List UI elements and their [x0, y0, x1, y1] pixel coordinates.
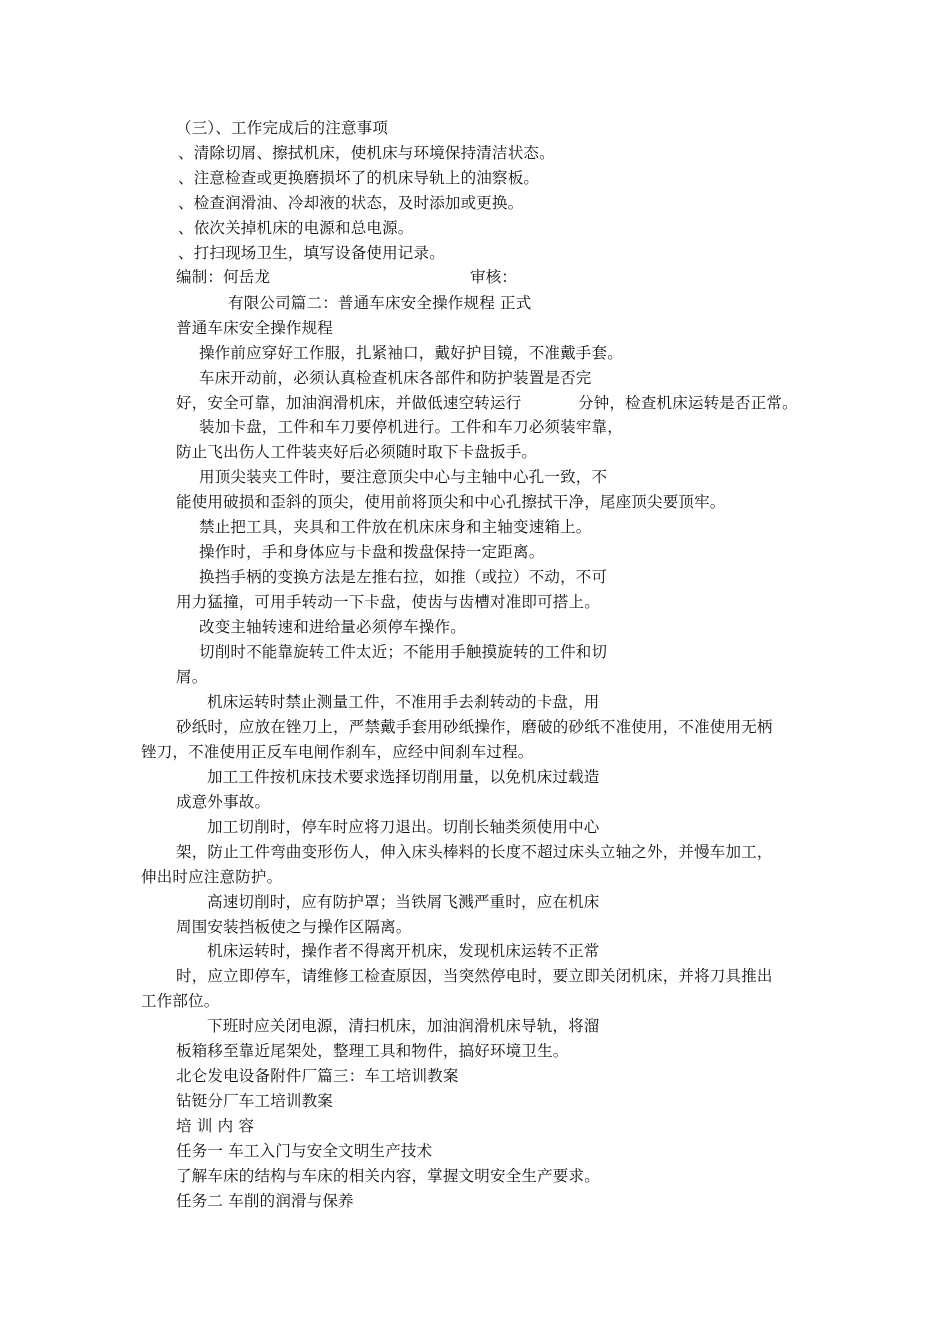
- paragraph-line: 防止飞出伤人工件装夹好后必须随时取下卡盘扳手。: [176, 443, 538, 461]
- paragraph-line: 加工工件按机床技术要求选择切削用量，以免机床过载造: [207, 768, 600, 786]
- list-item: 、注意检查或更换磨损坏了的机床导轨上的油察板。: [178, 169, 540, 187]
- list-item: 、打扫现场卫生，填写设备使用记录。: [178, 244, 445, 262]
- paragraph-line: 好，安全可靠，加油润滑机床，并做低速空转运行: [176, 394, 522, 412]
- paragraph-line: 机床运转时禁止测量工件，不准用手去刹转动的卡盘，用: [207, 693, 600, 711]
- paragraph-line: 成意外事故。: [176, 793, 271, 811]
- list-item: 、检查润滑油、冷却液的状态，及时添加或更换。: [178, 194, 524, 212]
- paragraph-line: 锉刀，不准使用正反车电闸作刹车，应经中间刹车过程。: [141, 743, 534, 761]
- section-heading: 钻铤分厂车工培训教案: [176, 1092, 334, 1110]
- list-item: 、清除切屑、擦拭机床，使机床与环境保持清洁状态。: [178, 144, 555, 162]
- paragraph-line: 用顶尖装夹工件时，要注意顶尖中心与主轴中心孔一致，不: [199, 468, 608, 486]
- paragraph-line: 屑。: [176, 668, 208, 686]
- paragraph-line: 伸出时应注意防护。: [141, 868, 283, 886]
- section-heading: 普通车床安全操作规程: [176, 319, 334, 337]
- article-title: 北仑发电设备附件厂篇三：车工培训教案: [176, 1067, 459, 1085]
- paragraph-line: 用力猛撞，可用手转动一下卡盘，使齿与齿槽对准即可搭上。: [176, 593, 600, 611]
- paragraph-line: 工作部位。: [141, 992, 220, 1010]
- paragraph-line: 切削时不能靠旋转工件太近；不能用手触摸旋转的工件和切: [199, 643, 608, 661]
- paragraph-line: 操作时，手和身体应与卡盘和拨盘保持一定距离。: [199, 543, 545, 561]
- paragraph-line: 改变主轴转速和进给量必须停车操作。: [199, 618, 466, 636]
- paragraph-line: 板箱移至靠近尾架处，整理工具和物件，搞好环境卫生。: [176, 1042, 569, 1060]
- section-heading: 培 训 内 容: [176, 1117, 255, 1135]
- paragraph-line: 加工切削时，停车时应将刀退出。切削长轴类须使用中心: [207, 818, 600, 836]
- paragraph-line: 时，应立即停车，请维修工检查原因，当突然停电时，要立即关闭机床，并将刀具推出: [176, 967, 773, 985]
- task-heading: 任务二 车削的润滑与保养: [176, 1192, 354, 1210]
- task-heading: 任务一 车工入门与安全文明生产技术: [176, 1142, 433, 1160]
- paragraph-line: 高速切削时，应有防护罩；当铁屑飞溅严重时，应在机床: [207, 893, 600, 911]
- paragraph-line: 了解车床的结构与车床的相关内容，掌握文明安全生产要求。: [176, 1167, 600, 1185]
- paragraph-line: 下班时应关闭电源，清扫机床，加油润滑机床导轨，将溜: [207, 1017, 600, 1035]
- paragraph-line: 砂纸时，应放在锉刀上，严禁戴手套用砂纸操作，磨破的砂纸不准使用，不准使用无柄: [176, 718, 773, 736]
- paragraph-line: 装加卡盘，工件和车刀要停机进行。工件和车刀必须装牢靠，: [199, 418, 623, 436]
- paragraph-line: 换挡手柄的变换方法是左推右拉，如推（或拉）不动，不可: [199, 568, 608, 586]
- paragraph-line: 分钟，检查机床运转是否正常。: [578, 394, 798, 412]
- paragraph-line: 能使用破损和歪斜的顶尖，使用前将顶尖和中心孔擦拭干净，尾座顶尖要顶牢。: [176, 493, 726, 511]
- editor-label: 编制：何岳龙: [176, 268, 271, 286]
- paragraph-line: 周围安装挡板使之与操作区隔离。: [176, 918, 412, 936]
- list-item: 、依次关掉机床的电源和总电源。: [178, 219, 414, 237]
- reviewer-label: 审核：: [470, 268, 518, 286]
- paragraph-line: 禁止把工具，夹具和工件放在机床床身和主轴变速箱上。: [199, 518, 592, 536]
- paragraph-line: 架，防止工件弯曲变形伤人，伸入床头棒料的长度不超过床头立轴之外，并慢车加工，: [176, 843, 773, 861]
- paragraph-line: 操作前应穿好工作服，扎紧袖口，戴好护目镜，不准戴手套。: [199, 344, 623, 362]
- section-heading: （三）、工作完成后的注意事项: [176, 119, 389, 137]
- paragraph-line: 车床开动前，必须认真检查机床各部件和防护装置是否完: [199, 369, 592, 387]
- paragraph-line: 机床运转时，操作者不得离开机床，发现机床运转不正常: [207, 942, 600, 960]
- article-title: 有限公司篇二：普通车床安全操作规程 正式: [228, 294, 532, 312]
